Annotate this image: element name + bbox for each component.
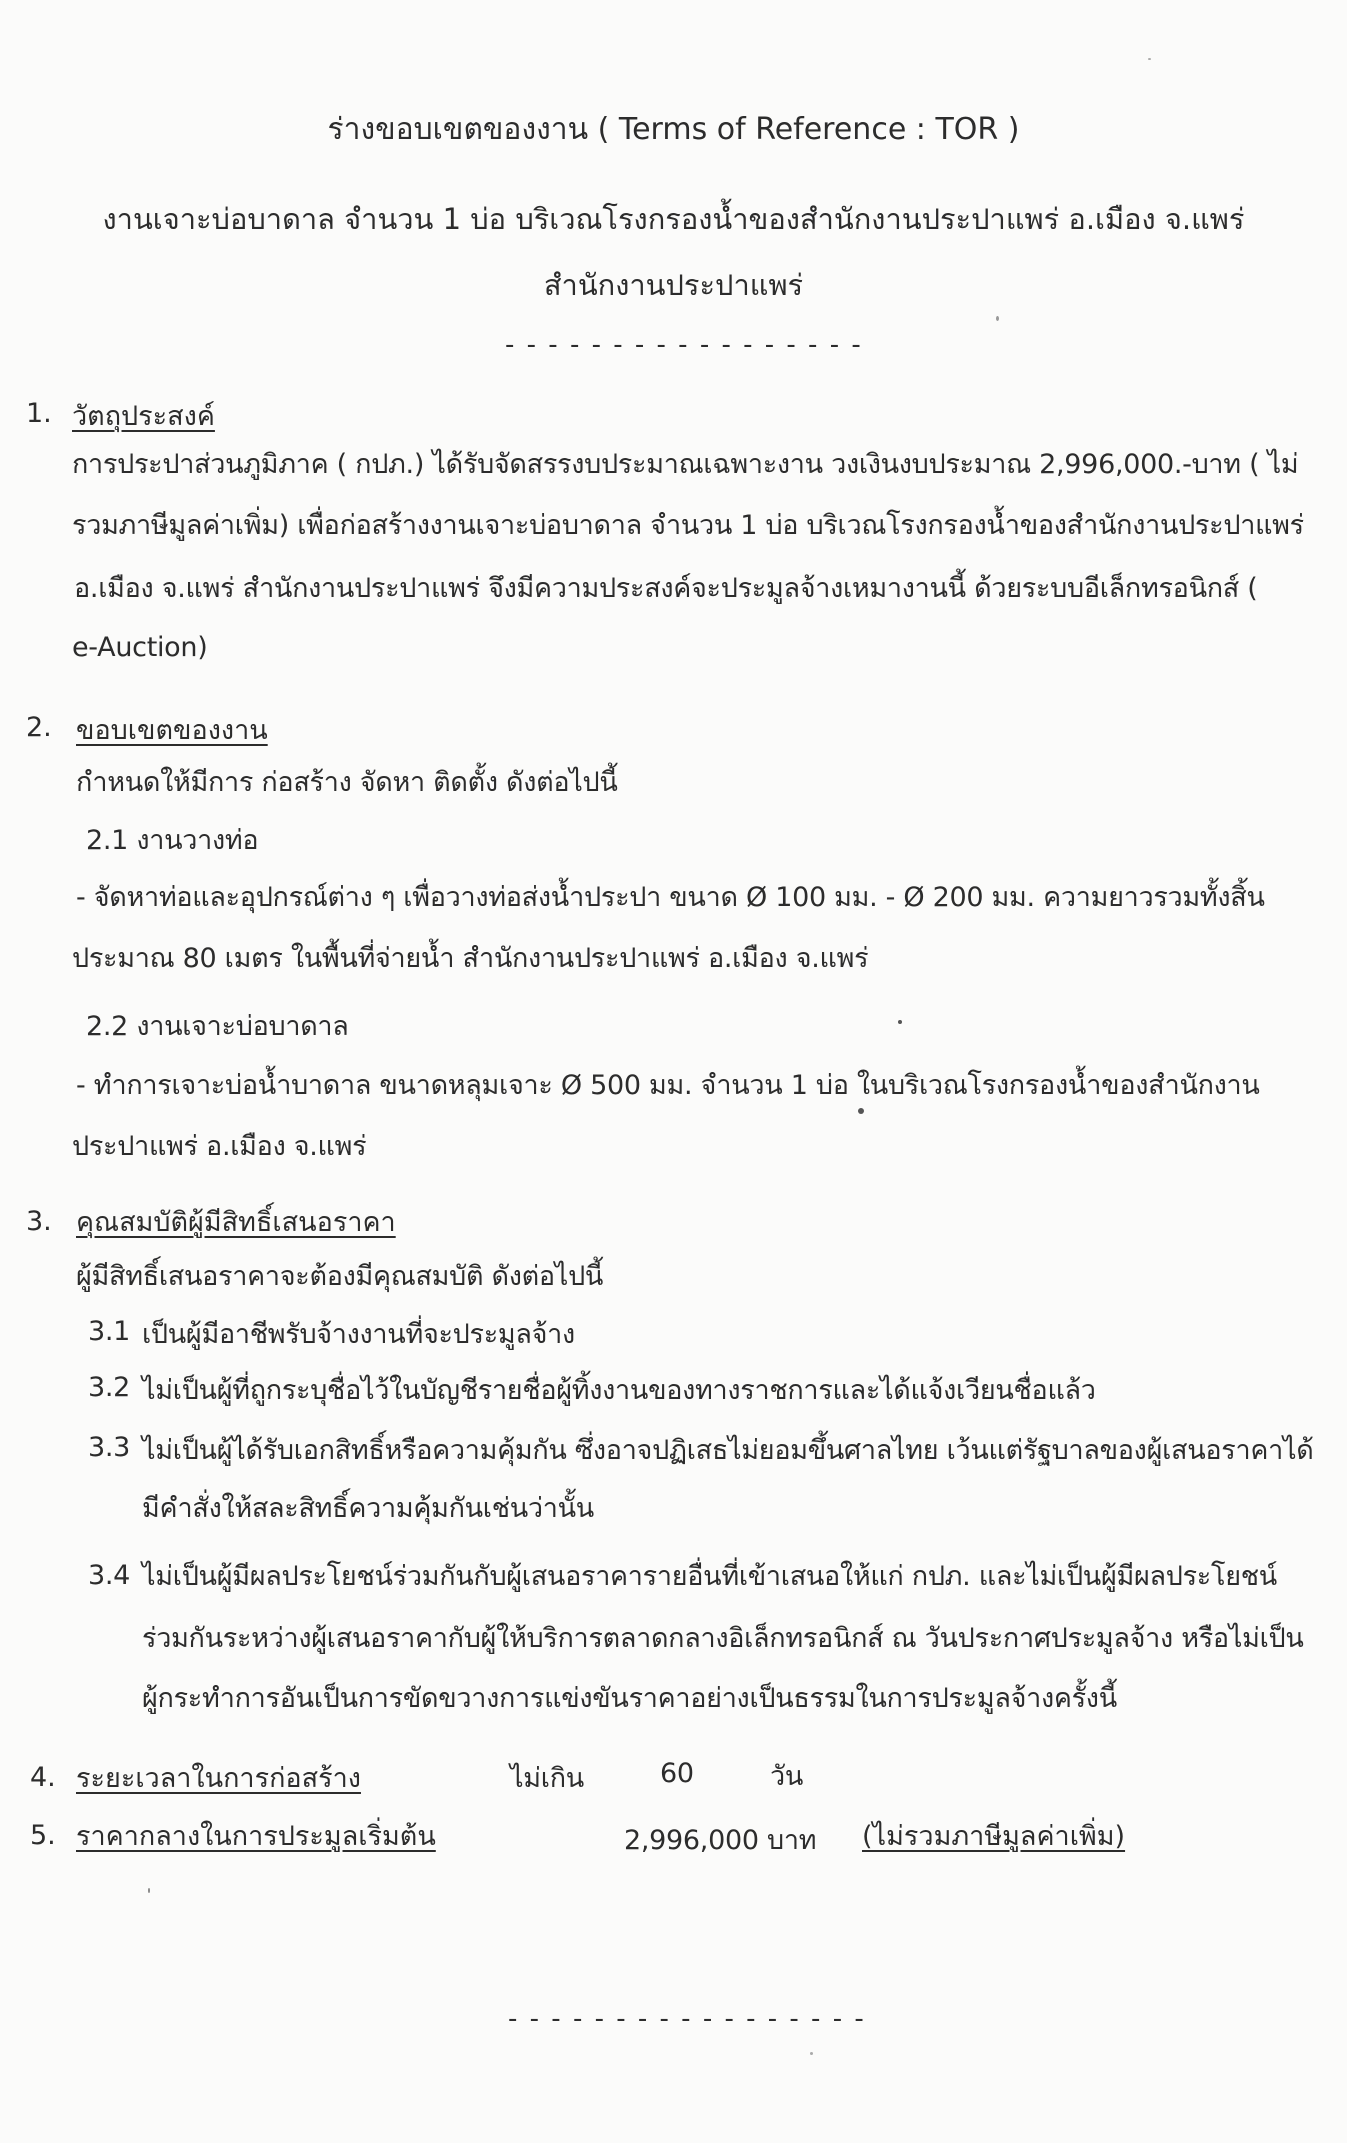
section-3-4-line: ไม่เป็นผู้มีผลประโยชน์ร่วมกันกับผู้เสนอราคารายอื่นที่เข้าเสนอให้แก่ กปภ. และไม่เป็นผู้มีผลประโยชน์: [142, 1561, 1277, 1592]
section-3-2-number: 3.2: [88, 1372, 131, 1403]
section-1-line: e-Auction): [72, 632, 208, 663]
section-2-2-line: - ทำการเจาะบ่อน้ำบาดาล ขนาดหลุมเจาะ Ø 500 มม. จำนวน 1 บ่อ ในบริเวณโรงกรองน้ำของสำนักงาน: [76, 1070, 1260, 1101]
reference-price-note: (ไม่รวมภาษีมูลค่าเพิ่ม): [862, 1821, 1126, 1852]
section-5-heading: ราคากลางในการประมูลเริ่มต้น: [76, 1821, 436, 1852]
section-2-2-line: ประปาแพร่ อ.เมือง จ.แพร่: [72, 1131, 367, 1162]
section-3-number: 3.: [26, 1206, 52, 1237]
reference-price-value: 2,996,000 บาท: [624, 1825, 817, 1856]
scan-speck: [858, 1108, 864, 1114]
scan-speck: [898, 1020, 902, 1024]
section-1-line: อ.เมือง จ.แพร่ สำนักงานประปาแพร่ จึงมีความประสงค์จะประมูลจ้างเหมางานนี้ ด้วยระบบอีเล็กทรอนิกส์ (: [74, 573, 1258, 604]
section-1-line: รวมภาษีมูลค่าเพิ่ม) เพื่อก่อสร้างงานเจาะบ่อบาดาล จำนวน 1 บ่อ บริเวณโรงกรองน้ำของสำนักงานประปาแพร่: [72, 510, 1304, 541]
section-1-heading: วัตถุประสงค์: [72, 401, 215, 432]
section-2-1-line: ประมาณ 80 เมตร ในพื้นที่จ่ายน้ำ สำนักงานประปาแพร่ อ.เมือง จ.แพร่: [72, 943, 869, 974]
section-3-4-number: 3.4: [88, 1560, 131, 1591]
document-title: ร่างขอบเขตของงาน ( Terms of Reference : TOR ): [327, 112, 1020, 147]
section-5-number: 5.: [30, 1820, 56, 1851]
section-2-heading: ขอบเขตของงาน: [76, 715, 268, 746]
section-3-2-line: ไม่เป็นผู้ที่ถูกระบุชื่อไว้ในบัญชีรายชื่อผู้ทิ้งงานของทางราชการและได้แจ้งเวียนชื่อแล้ว: [142, 1375, 1096, 1406]
section-3-4-line: ร่วมกันระหว่างผู้เสนอราคากับผู้ให้บริการตลาดกลางอิเล็กทรอนิกส์ ณ วันประกาศประมูลจ้าง หรือไม่เป็น: [142, 1623, 1304, 1654]
construction-period-value: 60: [660, 1758, 694, 1789]
section-4-number: 4.: [30, 1762, 56, 1793]
top-divider: - - - - - - - - - - - - - - - - -: [505, 330, 863, 360]
construction-period-prefix: ไม่เกิน: [510, 1763, 584, 1794]
section-3-1-line: เป็นผู้มีอาชีพรับจ้างงานที่จะประมูลจ้าง: [142, 1319, 575, 1350]
bottom-divider: - - - - - - - - - - - - - - - - -: [508, 2004, 866, 2034]
section-3-3-number: 3.3: [88, 1432, 131, 1463]
section-1-line: การประปาส่วนภูมิภาค ( กปภ.) ได้รับจัดสรรงบประมาณเฉพาะงาน วงเงินงบประมาณ 2,996,000.-บาท ( ไม่: [72, 449, 1299, 480]
scan-speck: [996, 316, 999, 321]
section-2-number: 2.: [26, 712, 52, 743]
section-2-1-line: - จัดหาท่อและอุปกรณ์ต่าง ๆ เพื่อวางท่อส่งน้ำประปา ขนาด Ø 100 มม. - Ø 200 มม. ความยาวรวมทั้งสิ้น: [76, 882, 1265, 913]
scan-speck: [1148, 58, 1151, 60]
scan-speck: [810, 2052, 813, 2055]
document-subtitle-line1: งานเจาะบ่อบาดาล จำนวน 1 บ่อ บริเวณโรงกรองน้ำของสำนักงานประปาแพร่ อ.เมือง จ.แพร่: [102, 202, 1245, 236]
document-subtitle-line2: สำนักงานประปาแพร่: [543, 268, 804, 302]
section-1-number: 1.: [26, 398, 52, 429]
section-3-heading: คุณสมบัติผู้มีสิทธิ์เสนอราคา: [76, 1207, 396, 1238]
section-3-4-line: ผู้กระทำการอันเป็นการขัดขวางการแข่งขันราคาอย่างเป็นธรรมในการประมูลจ้างครั้งนี้: [142, 1683, 1117, 1714]
section-2-intro: กำหนดให้มีการ ก่อสร้าง จัดหา ติดตั้ง ดังต่อไปนี้: [76, 767, 618, 798]
section-2-2-title: 2.2 งานเจาะบ่อบาดาล: [86, 1011, 349, 1042]
section-4-heading: ระยะเวลาในการก่อสร้าง: [76, 1763, 361, 1794]
section-2-1-title: 2.1 งานวางท่อ: [86, 825, 259, 856]
construction-period-unit: วัน: [770, 1761, 804, 1792]
section-3-3-line: ไม่เป็นผู้ได้รับเอกสิทธิ์หรือความคุ้มกัน ซึ่งอาจปฏิเสธไม่ยอมขึ้นศาลไทย เว้นแต่รัฐบาลของผู้เสนอราคาได้: [142, 1435, 1314, 1466]
scan-speck: [148, 1888, 150, 1893]
section-3-intro: ผู้มีสิทธิ์เสนอราคาจะต้องมีคุณสมบัติ ดังต่อไปนี้: [76, 1261, 604, 1292]
section-3-1-number: 3.1: [88, 1316, 131, 1347]
section-3-3-line: มีคำสั่งให้สละสิทธิ์ความคุ้มกันเช่นว่านั้น: [142, 1493, 594, 1524]
